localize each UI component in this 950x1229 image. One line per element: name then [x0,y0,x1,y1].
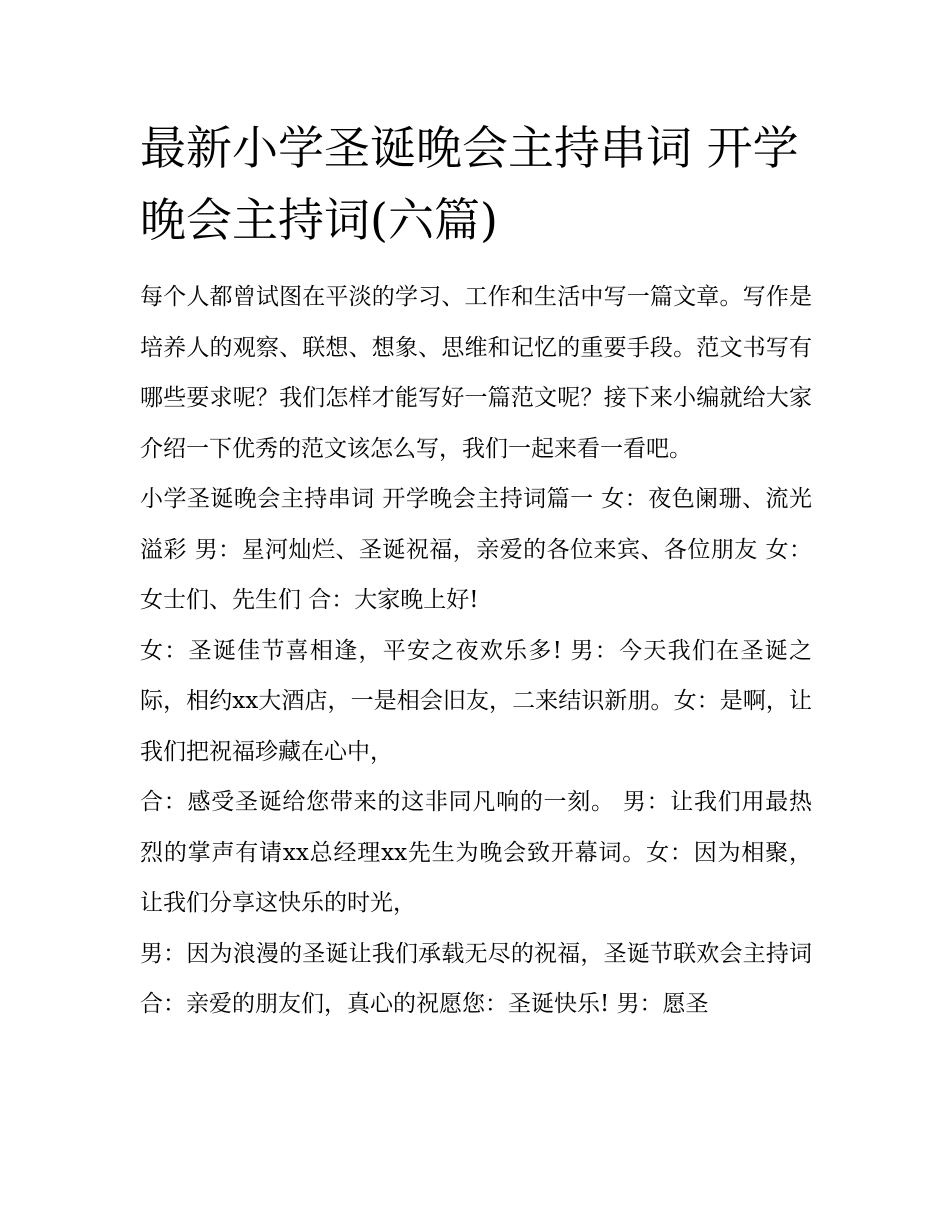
document-body [140,112,812,1030]
paragraph-4: 男：因为浪漫的圣诞让我们承载无尽的祝福，圣诞节联欢会主持词合：亲爱的朋友们，真心的祝愿您：圣诞快乐! 男：愿圣 [140,940,812,1017]
document-title: 最新小学圣诞晚会主持串词 开学晚会主持词(六篇) [140,121,799,247]
paragraph-2: 女：圣诞佳节喜相逢，平安之夜欢乐多! 男：今天我们在圣诞之际，相约xx大酒店，一是相会旧友，二来结识新朋。女：是啊，让我们把祝福珍藏在心中， [140,637,812,765]
paragraph-3: 合：感受圣诞给您带来的这非同凡响的一刻。 男：让我们用最热烈的掌声有请xx总经理xx先生为晚会致开幕词。女：因为相聚，让我们分享这快乐的时光， [140,789,812,916]
paragraph-intro: 每个人都曾试图在平淡的学习、工作和生活中写一篇文章。写作是培养人的观察、联想、想象、思维和记忆的重要手段。范文书写有哪些要求呢？我们怎样才能写好一篇范文呢？接下来小编就给大家介绍一下优秀的范文该怎么写，我们一起来看一看吧。 [140,284,812,462]
paragraph-1: 小学圣诞晚会主持串词 开学晚会主持词篇一 女：夜色阑珊、流光溢彩 男：星河灿烂、圣诞祝福，亲爱的各位来宾、各位朋友 女：女士们、先生们 合：大家晚上好! [140,486,812,613]
